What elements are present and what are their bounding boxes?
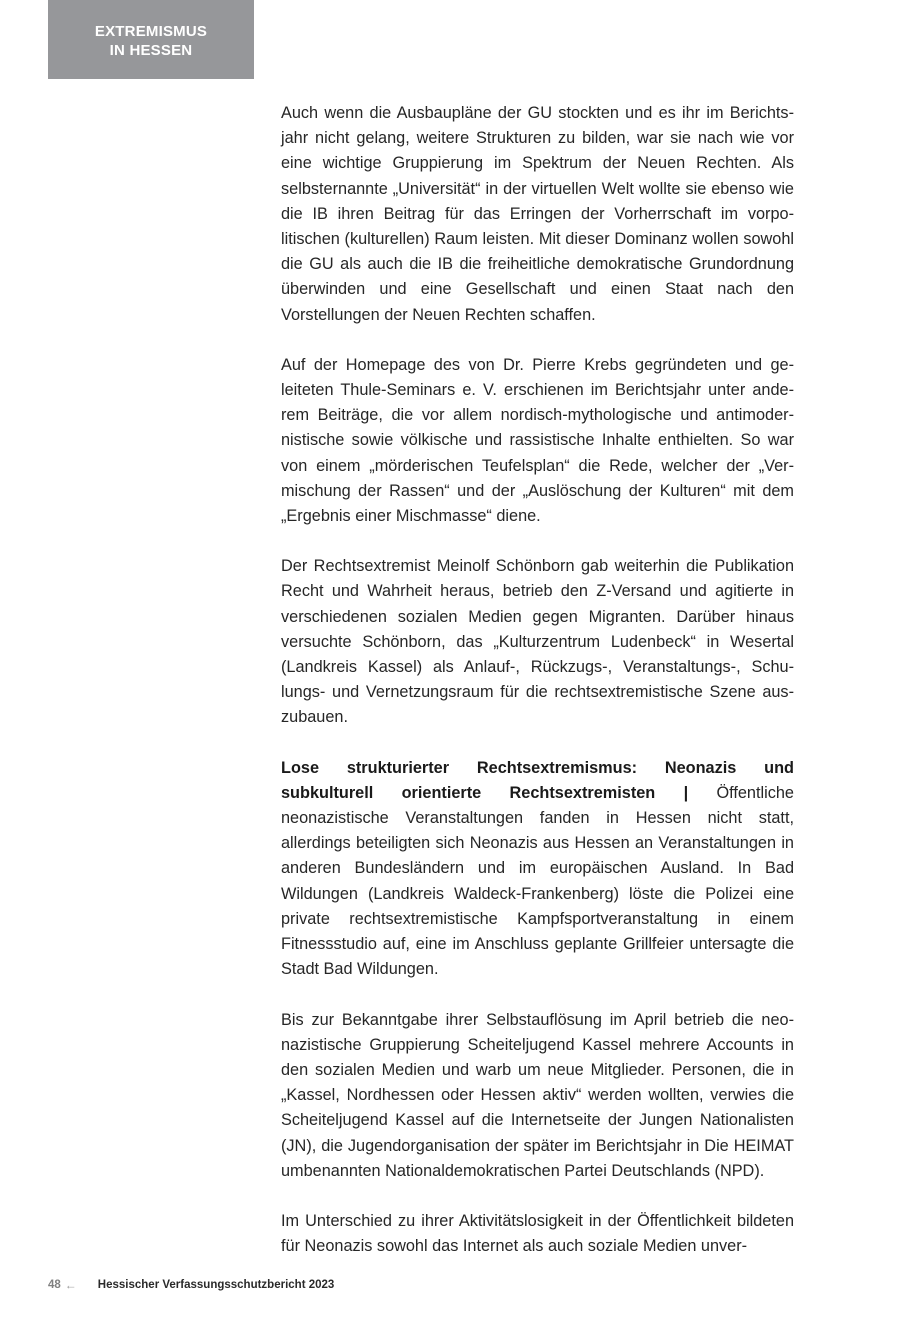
section-tab-line2: IN HESSEN: [109, 41, 193, 59]
page-number: 48: [48, 1279, 61, 1291]
paragraph-5: Bis zur Bekanntgabe ihrer Selbstauflösung im April betrieb die neonazistische Gruppierung Scheiteljugend Kassel mehrere Accounts in den sozialen Medien und warb um neue Mitglieder. Personen, die in „Kassel, Nordhessen oder Hessen aktiv“ werden wollten, verwies die Scheiteljugend Kassel auf die Internetseite der Jungen Nationalisten (JN), die Jugendorganisation der später im Berichtsjahr in Die HEIMAT umbenannten Nationaldemokratischen Partei Deutschlands (NPD).: [281, 1010, 794, 1180]
section-tab: [48, 0, 254, 79]
paragraph-4: [281, 756, 794, 983]
paragraph-6: Im Unterschied zu ihrer Aktivitätslosigkeit in der Öffentlichkeit bildeten für Neonazis sowohl das Internet als auch soziale Medien unver-: [281, 1211, 794, 1256]
paragraph-2: Auf der Homepage des von Dr. Pierre Krebs gegründeten und geleiteten Thule-Seminars e. V. erschienen im Berichtsjahr unter anderem Beiträge, die vor allem nordisch-mythologische und antimodernistische sowie völkische und rassistische Inhalte enthielten. So war von einem „mörderischen Teufelsplan“ die Rede, welcher der „Vermischung der Rassen“ und der „Auslöschung der Kulturen“ mit dem „Ergebnis einer Mischmasse“ diene.: [281, 355, 794, 526]
section-tab-line1: EXTREMISMUS: [94, 22, 208, 40]
page-footer: [48, 1278, 334, 1292]
report-title: Hessischer Verfassungsschutzbericht 2023: [97, 1279, 335, 1291]
paragraph-1: Auch wenn die Ausbaupläne der GU stockten und es ihr im Berichtsjahr nicht gelang, weitere Strukturen zu bilden, war sie nach wie vor eine wichtige Gruppierung im Spektrum der Neuen Rechten. Als selbsternannte „Universität“ in der virtuellen Welt wollte sie ebenso wie die IB ihren Beitrag für das Erringen der Vorherrschaft im vorpolitischen (kulturellen) Raum leisten. Mit dieser Dominanz wollen sowohl die GU als auch die IB die freiheitliche demokratische Grundordnung überwinden und eine Gesellschaft und einen Staat nach den Vorstellungen der Neuen Rechten schaffen.: [281, 104, 794, 324]
paragraph-4-text: Öffentliche neonazistische Veranstaltungen fanden in Hessen nicht statt, allerdings beteiligten sich Neonazis aus Hessen an Veranstaltungen in anderen Bundesländern und im europäischen Ausland. In Bad Wildungen (Landkreis Waldeck-Frankenberg) löste die Polizei eine private rechtsextremistische Kampfsportveranstaltung in einem Fitnessstudio auf, eine im Anschluss geplante Grillfeier untersagte die Stadt Bad Wildungen.: [281, 783, 794, 979]
paragraph-4-heading: Lose strukturierter Rechtsextremismus: Neonazis und subkulturell orientierte Rechtsextremisten |: [281, 758, 794, 802]
arrow-left-icon[interactable]: ←: [64, 1278, 77, 1292]
paragraph-3: Der Rechtsextremist Meinolf Schönborn gab weiterhin die Publikation Recht und Wahrheit heraus, betrieb den Z-Versand und agitierte in verschiedenen sozialen Medien gegen Migranten. Darüber hinaus versuchte Schönborn, das „Kulturzentrum Ludenbeck“ in Wesertal (Landkreis Kassel) als Anlauf-, Rückzugs-, Veranstaltungs-, Schulungs- und Vernetzungsraum für die rechtsextremistische Szene auszubauen.: [281, 557, 794, 727]
body-text: [281, 101, 794, 1284]
